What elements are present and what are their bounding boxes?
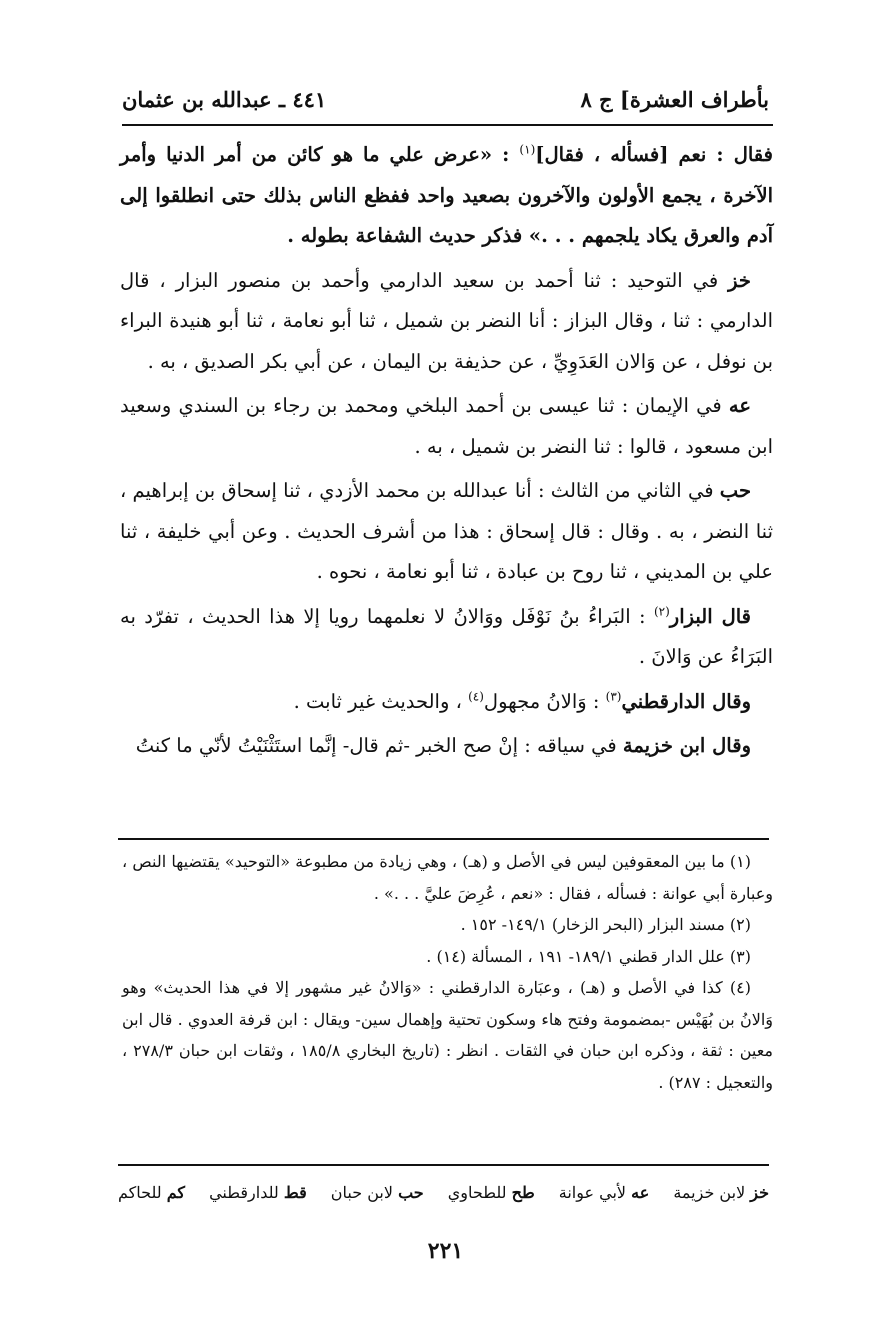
footnote-ref-4[interactable]: (٤) <box>468 689 484 703</box>
abbreviation-item <box>559 1183 650 1202</box>
paragraph-3 <box>120 386 773 467</box>
paragraph-6-lead: وقال الدارقطني <box>621 689 751 713</box>
abbreviation-item <box>118 1183 185 1202</box>
main-text <box>120 135 773 771</box>
abbreviation-item <box>448 1183 535 1202</box>
siglum-ah: عه <box>728 394 751 417</box>
abbreviation-name: للطحاوي <box>447 1183 507 1202</box>
abbreviation-item <box>331 1183 424 1202</box>
siglum-hb: حب <box>719 479 751 502</box>
paragraph-7-lead: وقال ابن خزيمة <box>622 734 751 757</box>
paragraph-4-text: في الثاني من الثالث : أنا عبدالله بن محمد الأزدي ، ثنا إسحاق بن إبراهيم ، ثنا النضر ، به . وقال : قال إسحاق : هذا من أشرف الحديث . وعن أبي خليفة ، ثنا علي بن المديني ، ثنا روح بن عبادة ، ثنا أبو نعامة ، نحوه . <box>120 479 773 583</box>
abbreviation-item <box>673 1183 769 1202</box>
footnotes <box>122 846 773 1098</box>
footnote-ref-1[interactable]: (١) <box>519 142 536 157</box>
abbreviation-name: لابن خزيمة <box>673 1183 746 1202</box>
header-rule <box>122 124 773 126</box>
abbreviation-siglum: طح <box>511 1183 535 1202</box>
footnote-4: (٤) كذا في الأصل و (هـ) ، وعبَارة الدارقطني : «وَالانُ غير مشهور إلا في هذا الحديث» وهو وَالانُ بن بُهَيْس -بمضمومة وفتح هاء وسكون تحتية وإهمال سين- ويقال : ابن قرفة العدوي . قال ابن معين : ثقة ، وذكره ابن حبان في الثقات . انظر : (تاريخ البخاري ١٨٥/٨ ، وثقات ابن حبان ٢٧٨/٣ ، والتعجيل : ٢٨٧) . <box>122 978 774 1092</box>
page-number: ٢٢١ <box>427 1238 464 1264</box>
abbreviation-item <box>209 1183 307 1202</box>
abbreviation-siglum: كم <box>166 1183 186 1202</box>
siglum-khz: خز <box>728 268 751 292</box>
abbreviation-name: للدارقطني <box>209 1183 279 1202</box>
footnote-3: (٣) علل الدار قطني ١٨٩/١- ١٩١ ، المسألة (١٤) . <box>426 946 751 966</box>
paragraph-7-text: في سياقه : إنْ صح الخبر -ثم قال- إنَّما استَثْنَيْتُ لأنّي ما كنتُ <box>135 734 623 757</box>
footnote-2: (٢) مسند البزار (البحر الزخار) ١٤٩/١- ١٥٢ . <box>460 915 751 934</box>
paragraph-7 <box>120 726 773 767</box>
paragraph-5 <box>120 597 773 678</box>
abbreviation-siglum: حب <box>398 1183 424 1202</box>
abbreviation-name: للحاكم <box>118 1183 162 1202</box>
book-title-header: بأطراف العشرة] ج ٨ <box>580 86 769 112</box>
footnote-separator <box>118 838 769 840</box>
paragraph-2-text: في التوحيد : ثنا أحمد بن سعيد الدارمي وأحمد بن منصور البزار ، قال الدارمي : ثنا ، وقال البزاز : أنا النضر بن شميل ، ثنا أبو نعامة ، ثنا أبو هنيدة البراء بن نوفل ، عن وَالان العَدَوِيِّ ، عن حذيفة بن اليمان ، عن أبي بكر الصديق ، به . <box>120 268 773 373</box>
paragraph-1 <box>120 135 773 257</box>
running-head <box>122 82 769 116</box>
paragraph-6-text: ، والحديث غير ثابت . <box>293 689 469 713</box>
paragraph-6 <box>120 682 773 723</box>
abbreviation-siglum: قط <box>283 1183 307 1202</box>
paragraph-1-text: : «عرض علي ما هو كائن من أمر الدنيا وأمر الآخرة ، يجمع الأولون والآخرون بصعيد واحد ففظع الناس بذلك حتى انطلقوا إلى آدم والعرق يكاد يلجمهم . . .» فذكر حديث الشفاعة بطوله . <box>120 143 773 247</box>
paragraph-4 <box>120 471 773 593</box>
paragraph-3-text: في الإيمان : ثنا عيسى بن أحمد البلخي ومحمد بن رجاء بن السندي وسعيد ابن مسعود ، قالوا : ثنا النضر بن شميل ، به . <box>120 394 773 458</box>
paragraph-2 <box>120 261 773 383</box>
paragraph-1-lead: فقال : نعم [فسأله ، فقال] <box>535 143 773 166</box>
abbreviation-siglum: عه <box>631 1183 650 1202</box>
footnote-ref-2[interactable]: (٢) <box>653 604 670 618</box>
footnote-1: (١) ما بين المعقوفين ليس في الأصل و (هـ) ، وهي زيادة من مطبوعة «التوحيد» يقتضيها النص ، وعبارة أبي عوانة : فسأله ، فقال : «نعم ، عُرِضَ عليَّ . . .» . <box>122 852 773 903</box>
abbreviation-name: لأبي عوانة <box>558 1183 627 1202</box>
abbreviation-siglum: خز <box>750 1183 769 1202</box>
paragraph-6-mid: : وَالانُ مجهول <box>483 689 606 713</box>
section-title-header: ٤٤١ ـ عبدالله بن عثمان <box>122 86 327 112</box>
paragraph-5-lead: قال البزار <box>669 604 751 628</box>
footnote-ref-3[interactable]: (٣) <box>605 689 622 703</box>
abbreviations-rule <box>118 1164 769 1166</box>
abbreviation-name: لابن حبان <box>330 1183 393 1202</box>
paragraph-5-text: : البَراءُ بنُ نَوْفَل ووَالانُ لا نعلمهما رويا إلا هذا الحديث ، تفرّد به البَرَاءُ عن وَالانَ . <box>120 604 773 668</box>
abbreviations-key <box>118 1183 769 1202</box>
